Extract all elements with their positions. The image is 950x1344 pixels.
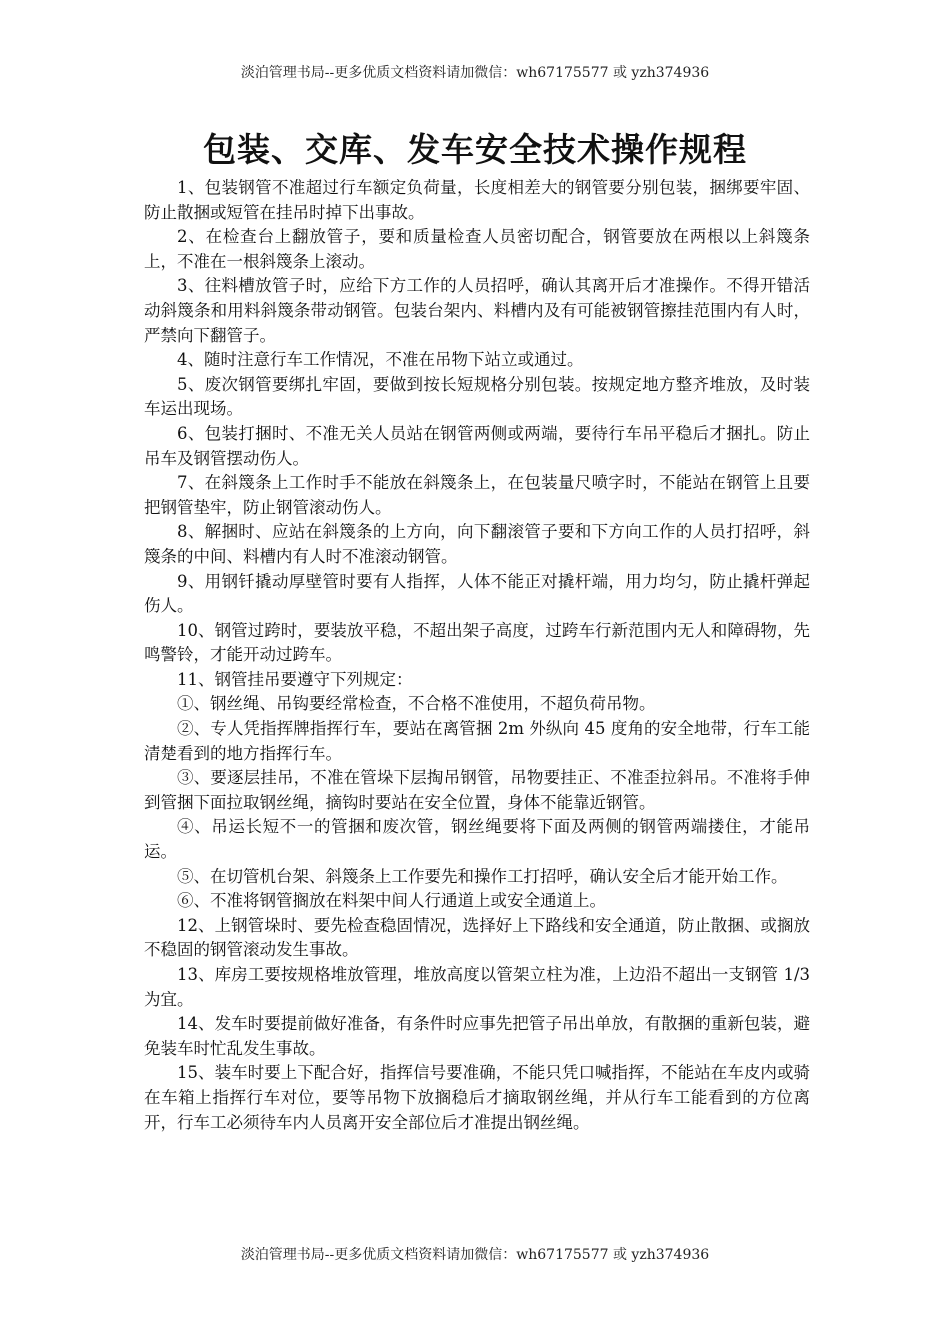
sub-item-5: ⑤、在切管机台架、斜篾条上工作要先和操作工打招呼，确认安全后才能开始工作。 [177, 866, 788, 886]
paragraph-10: 10、钢管过跨时，要装放平稳，不超出架子高度，过跨车行新范围内无人和障碍物，先鸣警铃，才能开动过跨车。 [144, 620, 810, 665]
document-body [144, 176, 810, 1135]
paragraph-11: 11、钢管挂吊要遵守下列规定： [177, 669, 413, 689]
paragraph-9: 9、用钢钎撬动厚壁管时要有人指挥，人体不能正对撬杆端，用力均匀，防止撬杆弹起伤人。 [144, 571, 810, 616]
sub-item-2: ②、专人凭指挥牌指挥行车，要站在离管捆 2m 外纵向 45 度角的安全地带，行车工能清楚看到的地方指挥行车。 [144, 719, 810, 763]
paragraph-1: 1、包装钢管不准超过行车额定负荷量，长度相差大的钢管要分别包装，捆绑要牢固、防止散捆或短管在挂吊时掉下出事故。 [144, 178, 810, 222]
paragraph-12: 12、上钢管垛时、要先检查稳固情况，选择好上下路线和安全通道，防止散捆、或搁放不稳固的钢管滚动发生事故。 [144, 915, 810, 960]
paragraph-8: 8、解捆时、应站在斜篾条的上方向，向下翻滚管子要和下方向工作的人员打招呼，斜篾条的中间、料槽内有人时不准滚动钢管。 [144, 522, 810, 566]
sub-item-1: ①、钢丝绳、吊钩要经常检查，不合格不准使用，不超负荷吊物。 [177, 694, 656, 714]
paragraph-3: 3、往料槽放管子时，应给下方工作的人员招呼，确认其离开后才准操作。不得开错活动斜篾条和用料斜篾条带动钢管。包装台架内、料槽内及有可能被钢管擦挂范围内有人时，严禁向下翻管子。 [144, 276, 810, 345]
paragraph-14: 14、发车时要提前做好准备，有条件时应事先把管子吊出单放，有散捆的重新包装，避免装车时忙乱发生事故。 [144, 1014, 810, 1058]
sub-item-3: ③、要逐层挂吊，不准在管垛下层掏吊钢管，吊物要挂正、不准歪拉斜吊。不准将手伸到管捆下面拉取钢丝绳，摘钩时要站在安全位置，身体不能靠近钢管。 [144, 768, 810, 812]
paragraph-13: 13、库房工要按规格堆放管理，堆放高度以管架立柱为准，上边沿不超出一支钢管 1/3 为宜。 [144, 965, 810, 1009]
paragraph-7: 7、在斜篾条上工作时手不能放在斜篾条上，在包装量尺喷字时，不能站在钢管上且要把钢管垫牢，防止钢管滚动伤人。 [144, 473, 810, 517]
paragraph-4: 4、随时注意行车工作情况，不准在吊物下站立或通过。 [177, 350, 584, 370]
paragraph-2: 2、在检查台上翻放管子，要和质量检查人员密切配合，钢管要放在两根以上斜篾条上，不准在一根斜篾条上滚动。 [144, 227, 810, 271]
page-footer: 淡泊管理书局--更多优质文档资料请加微信：wh67175577 或 yzh374936 [240, 1247, 710, 1263]
sub-item-4: ④、吊运长短不一的管捆和废次管，钢丝绳要将下面及两侧的钢管两端搂住，才能吊运。 [144, 817, 810, 862]
paragraph-5: 5、废次钢管要绑扎牢固，要做到按长短规格分别包装。按规定地方整齐堆放，及时装车运出现场。 [144, 374, 810, 419]
document-title: 包装、交库、发车安全技术操作规程 [203, 130, 747, 169]
paragraph-6: 6、包装打捆时、不准无关人员站在钢管两侧或两端，要待行车吊平稳后才捆扎。防止吊车及钢管摆动伤人。 [144, 423, 810, 468]
paragraph-15: 15、装车时要上下配合好，指挥信号要准确，不能只凭口喊指挥，不能站在车皮内或骑在车箱上指挥行车对位，要等吊物下放搁稳后才摘取钢丝绳，并从行车工能看到的方位离开，行车工必须待车内人员离开安全部位后才准提出钢丝绳。 [144, 1063, 810, 1132]
page-header: 淡泊管理书局--更多优质文档资料请加微信：wh67175577 或 yzh374936 [240, 65, 710, 81]
sub-item-6: ⑥、不准将钢管搁放在料架中间人行通道上或安全通道上。 [177, 891, 606, 911]
